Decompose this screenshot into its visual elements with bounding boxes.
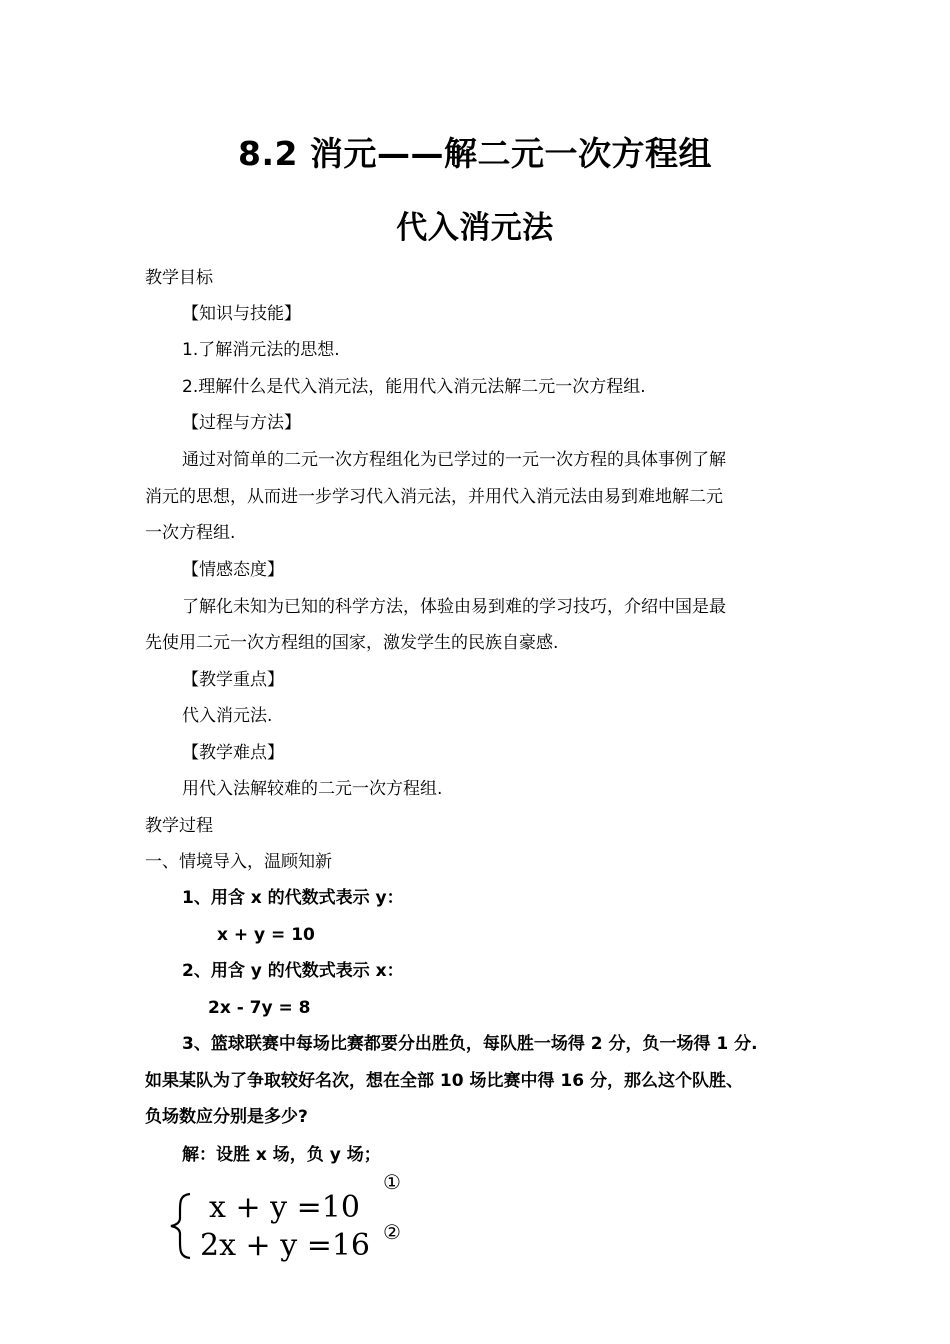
section-1-heading: 一、情境导入，温顾知新	[145, 852, 332, 872]
question-1: 1、用含 x 的代数式表示 y：	[182, 888, 404, 908]
process-heading: 【过程与方法】	[182, 413, 301, 433]
process-text-3: 一次方程组.	[145, 523, 236, 543]
knowledge-heading: 【知识与技能】	[182, 304, 301, 324]
question-2-equation: 2x - 7y = 8	[208, 998, 311, 1018]
equation-marker-2: ②	[383, 1220, 401, 1244]
system-equation-2: 2x + y =16	[200, 1228, 371, 1263]
document-title: 8.2 消元——解二元一次方程组	[238, 134, 712, 173]
difficulty-heading: 【教学难点】	[182, 743, 284, 763]
knowledge-item-2: 2.理解什么是代入消元法，能用代入消元法解二元一次方程组.	[182, 377, 646, 397]
document-subtitle: 代入消元法	[396, 210, 554, 246]
process-text-1: 通过对简单的二元一次方程组化为已学过的一元一次方程的具体事例了解	[182, 450, 726, 470]
difficulty-text: 用代入法解较难的二元一次方程组.	[182, 779, 443, 799]
emotion-text-1: 了解化未知为已知的科学方法，体验由易到难的学习技巧，介绍中国是最	[182, 597, 726, 617]
left-brace-icon	[168, 1192, 196, 1260]
key-point-text: 代入消元法.	[182, 706, 273, 726]
question-3-line-1: 3、篮球联赛中每场比赛都要分出胜负，每队胜一场得 2 分，负一场得 1 分.	[182, 1034, 758, 1054]
process-text-2: 消元的思想，从而进一步学习代入消元法，并用代入消元法由易到难地解二元	[145, 487, 723, 507]
question-2: 2、用含 y 的代数式表示 x：	[182, 961, 404, 981]
question-1-equation: x + y = 10	[217, 925, 315, 945]
solution-setup: 解：设胜 x 场，负 y 场；	[182, 1145, 381, 1165]
emotion-text-2: 先使用二元一次方程组的国家，激发学生的民族自豪感.	[145, 633, 559, 653]
teaching-process-heading: 教学过程	[145, 816, 213, 836]
question-3-line-2: 如果某队为了争取较好名次，想在全部 10 场比赛中得 16 分，那么这个队胜、	[145, 1071, 743, 1091]
system-equation-1: x + y =10	[209, 1190, 360, 1225]
goals-heading: 教学目标	[145, 268, 213, 288]
knowledge-item-1: 1.了解消元法的思想.	[182, 340, 340, 360]
question-3-line-3: 负场数应分别是多少?	[145, 1107, 308, 1127]
equation-marker-1: ①	[383, 1170, 401, 1194]
emotion-heading: 【情感态度】	[182, 560, 284, 580]
key-point-heading: 【教学重点】	[182, 670, 284, 690]
